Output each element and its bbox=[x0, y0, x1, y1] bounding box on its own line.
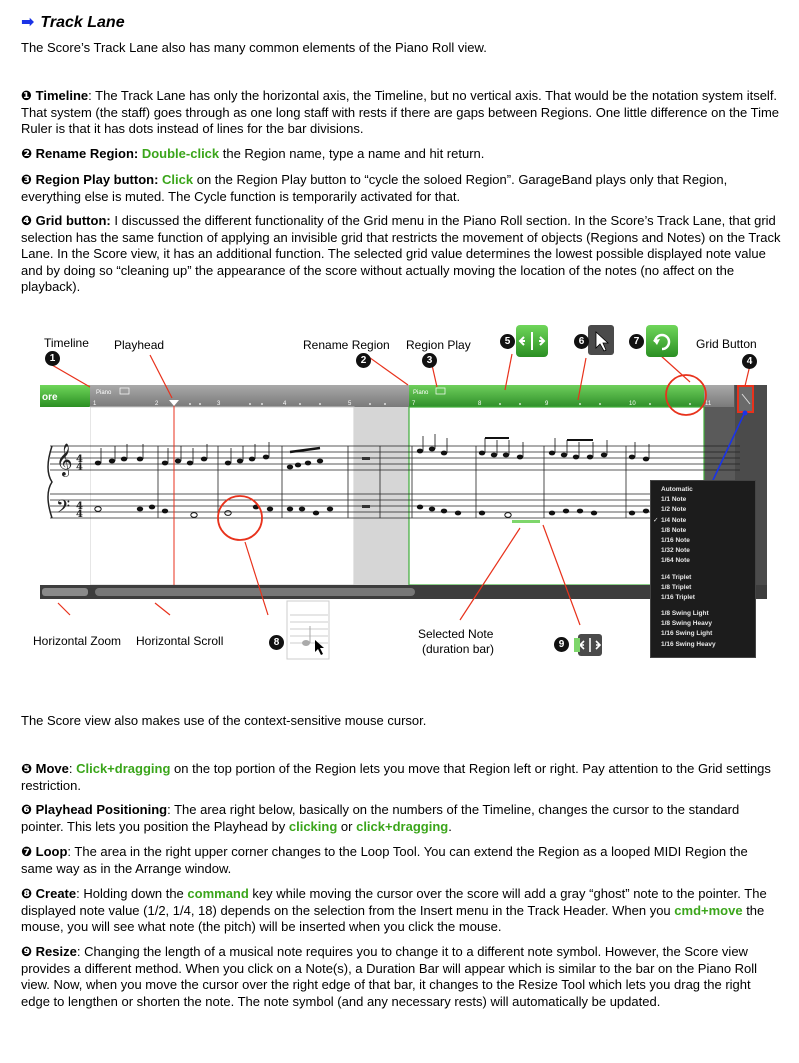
ruler-tick: 10 bbox=[629, 401, 636, 407]
item-text: the Region name, type a name and hit return. bbox=[219, 146, 485, 161]
marker-4: ❹ bbox=[21, 213, 33, 228]
item-label: Rename Region bbox=[35, 146, 134, 161]
svg-text:4: 4 bbox=[76, 509, 83, 520]
ruler-tick: 4 bbox=[283, 401, 287, 407]
grid-menu-item[interactable]: 1/8 Note bbox=[661, 526, 687, 534]
grid-menu-item[interactable]: 1/16 Triplet bbox=[661, 593, 695, 601]
item-move bbox=[21, 761, 781, 794]
grid-menu-item[interactable]: 1/64 Note bbox=[661, 557, 690, 565]
item-loop bbox=[21, 844, 781, 877]
item-label: Move bbox=[35, 761, 69, 776]
marker-9: ❾ bbox=[21, 944, 33, 959]
marker-1: ❶ bbox=[21, 88, 33, 103]
marker-6: ❻ bbox=[21, 802, 33, 817]
bullet-5: 5 bbox=[500, 334, 515, 349]
marker-7: ❼ bbox=[21, 844, 33, 859]
item-text: the mouse, you will see what note (the pitch) will be inserted when you click the mouse. bbox=[21, 902, 765, 935]
region-name-2[interactable]: Piano bbox=[413, 390, 429, 396]
horizontal-scrollbar-thumb[interactable] bbox=[95, 588, 415, 596]
grid-menu-item[interactable]: 1/32 Note bbox=[661, 547, 690, 555]
label-playhead: Playhead bbox=[114, 338, 165, 352]
item-action: cmd+move bbox=[674, 902, 743, 918]
score-region-1[interactable] bbox=[90, 407, 354, 585]
item-action: clicking bbox=[288, 818, 338, 834]
ruler-tick: 5 bbox=[348, 401, 352, 407]
bullet-9: 9 bbox=[554, 637, 569, 652]
horizontal-zoom-slider[interactable] bbox=[42, 588, 88, 596]
item-sep: : Holding down the bbox=[76, 886, 188, 901]
item-sep: : bbox=[154, 172, 163, 187]
item-resize bbox=[21, 944, 781, 1010]
svg-text:4: 4 bbox=[76, 501, 83, 512]
grid-menu-item-checked[interactable] bbox=[651, 516, 755, 526]
label-region-play: Region Play bbox=[406, 338, 471, 352]
grid-menu-item[interactable]: 1/8 Swing Heavy bbox=[661, 620, 712, 628]
svg-text:4: 4 bbox=[76, 462, 83, 473]
bass-clef-icon: 𝄢 bbox=[56, 497, 71, 522]
label-horizontal-scroll: Horizontal Scroll bbox=[136, 634, 224, 648]
label-horizontal-zoom: Horizontal Zoom bbox=[33, 634, 122, 648]
duration-bar[interactable] bbox=[512, 520, 540, 523]
grid-menu-item[interactable]: 1/16 Swing Light bbox=[661, 630, 713, 638]
svg-text:4: 4 bbox=[76, 454, 83, 465]
item-text: : The area in the right upper corner changes to the Loop Tool. You can extend the Region as a looped MIDI Region the same way as in the Arrange window. bbox=[21, 844, 748, 876]
marker-5: ❺ bbox=[21, 761, 33, 776]
item-text: : The Track Lane has only the horizontal axis, the Timeline, but no vertical axis. That would be the notation system itself. That system (the staff) goes through as one long staff with rests if there are gaps between Regions. One little difference on the Time Ruler is that it has dots instead of lines for the bar divisions. bbox=[21, 88, 780, 137]
bullet-2: 2 bbox=[356, 353, 371, 368]
checkmark-icon: ✓ bbox=[653, 516, 659, 524]
item-sep: : bbox=[133, 146, 142, 161]
timeline-gap bbox=[354, 385, 409, 407]
label-selected-note: Selected Note bbox=[418, 627, 494, 641]
grid-menu-item[interactable]: 1/1 Note bbox=[661, 496, 687, 504]
item-region-play bbox=[21, 172, 781, 205]
ruler-tick: 1 bbox=[93, 401, 97, 407]
bullet-4: 4 bbox=[742, 354, 757, 369]
item-sep: : bbox=[68, 761, 77, 776]
item-action: command bbox=[187, 886, 249, 901]
item-text: key while moving the cursor over the score will add a gray “ghost” note to the pointer. The displayed note value (1/2, 1/4, 18) depends on the selection from the Insert menu in the Track Header. When you bbox=[21, 886, 767, 918]
item-label: Create bbox=[35, 886, 77, 901]
grid-menu-item[interactable]: 1/8 Swing Light bbox=[661, 610, 709, 618]
ruler-tick: 7 bbox=[412, 401, 416, 407]
item-text: : Changing the length of a musical note requires you to change it to a different note symbol. However, the Score view provides a different method. When you click on a Note(s), a Duration Bar will appear which is similar to the bar on the Piano Roll view. Now, when you move the cursor over the right edge of that bar, it changes to the Resize Tool which lets you drag the right edge to lengthen or shorten the note. The note symbol (and any necessary rests) will automatically be updated. bbox=[21, 944, 758, 1009]
intro-paragraph: The Score’s Track Lane also has many common elements of the Piano Roll view. bbox=[21, 40, 487, 55]
ruler-tick: 2 bbox=[155, 401, 159, 407]
item-action: Double-click bbox=[141, 146, 220, 161]
track-lane-figure bbox=[0, 320, 799, 690]
section-title-text: Track Lane bbox=[40, 14, 125, 31]
item-text: I discussed the different functionality of the Grid menu in the Piano Roll section. In the Score’s Track Lane, that grid selection has the same function of applying an invisible grid that restricts the movement of objects (Regions and Notes) on the Track Lane. In the Score view, it has an additional function. The selected grid value determines the lowest possible displayed note value and by doing so “cleaning up” the appearance of the score without actually moving the location of the notes (no affect on the playback). bbox=[21, 213, 781, 295]
grid-menu-item[interactable]: 1/16 Note bbox=[661, 536, 690, 544]
ruler-tick: 8 bbox=[478, 401, 482, 407]
label-grid-button: Grid Button bbox=[696, 337, 757, 351]
marker-2: ❷ bbox=[21, 146, 33, 161]
arrow-right-icon: ➡ bbox=[21, 14, 35, 31]
timeline-ruler-1[interactable] bbox=[90, 385, 354, 407]
ruler-tick: 3 bbox=[217, 401, 221, 407]
region-name-1[interactable]: Piano bbox=[96, 390, 112, 396]
label-duration-bar: (duration bar) bbox=[422, 642, 495, 656]
rest bbox=[362, 457, 370, 460]
bullet-1: 1 bbox=[45, 351, 60, 366]
item-grid-button bbox=[21, 213, 781, 296]
track-header-label: ore bbox=[42, 392, 58, 403]
cursor-paragraph: The Score view also makes use of the context-sensitive mouse cursor. bbox=[21, 713, 427, 728]
ruler-tick: 9 bbox=[545, 401, 549, 407]
label-timeline: Timeline bbox=[44, 336, 89, 350]
item-label: Grid button: bbox=[35, 213, 111, 228]
item-playhead-positioning bbox=[21, 802, 781, 835]
item-action: click+dragging bbox=[356, 818, 449, 834]
item-text: . bbox=[448, 818, 452, 834]
grid-menu-item[interactable]: 1/8 Triplet bbox=[661, 583, 692, 591]
loop-tool-icon bbox=[646, 325, 678, 357]
item-text: on the top portion of the Region lets you move that Region left or right. Pay attention to the Grid settings restriction. bbox=[21, 761, 771, 793]
bullet-6: 6 bbox=[574, 334, 589, 349]
timeline-ruler-2[interactable] bbox=[409, 385, 704, 407]
item-text: on the Region Play button to “cycle the soloed Region”. GarageBand plays only that Region, everything else is muted. The Cycle function is temporarily activated for that. bbox=[21, 172, 728, 204]
item-text: : The area right below, basically on the numbers of the Timeline, changes the cursor to the standard pointer. This lets you position the Playhead by bbox=[21, 802, 740, 834]
grid-menu-item[interactable]: 1/2 Note bbox=[661, 506, 687, 514]
item-label: Playhead Positioning bbox=[35, 802, 168, 817]
item-label: Region Play button bbox=[35, 172, 155, 187]
item-action: Click+dragging bbox=[76, 761, 171, 776]
bullet-8: 8 bbox=[269, 635, 284, 650]
grid-menu bbox=[650, 480, 756, 658]
treble-clef-icon: 𝄞 bbox=[56, 443, 73, 476]
score-gap bbox=[354, 407, 409, 585]
item-label: Resize bbox=[35, 944, 77, 959]
grid-menu-item[interactable]: 1/16 Swing Heavy bbox=[661, 640, 716, 648]
item-timeline bbox=[21, 88, 781, 138]
marker-3: ❸ bbox=[21, 172, 33, 187]
label-rename-region: Rename Region bbox=[303, 338, 390, 352]
rest bbox=[362, 505, 370, 508]
item-create bbox=[21, 886, 781, 936]
ruler-tick: 11 bbox=[705, 401, 712, 407]
create-cursor-thumbnail bbox=[287, 601, 329, 659]
grid-menu-item[interactable]: 1/4 Triplet bbox=[661, 573, 692, 581]
item-action: Click bbox=[162, 172, 194, 187]
item-label: Timeline bbox=[35, 88, 89, 103]
grid-menu-item-label: 1/4 Note bbox=[661, 516, 687, 524]
item-label: Loop bbox=[35, 844, 68, 859]
bullet-3: 3 bbox=[422, 353, 437, 368]
grid-menu-item[interactable]: Automatic bbox=[661, 486, 693, 493]
marker-8: ❽ bbox=[21, 886, 33, 901]
item-rename-region bbox=[21, 146, 781, 163]
bullet-7: 7 bbox=[629, 334, 644, 349]
item-text: or bbox=[337, 818, 357, 834]
section-title bbox=[21, 12, 125, 32]
